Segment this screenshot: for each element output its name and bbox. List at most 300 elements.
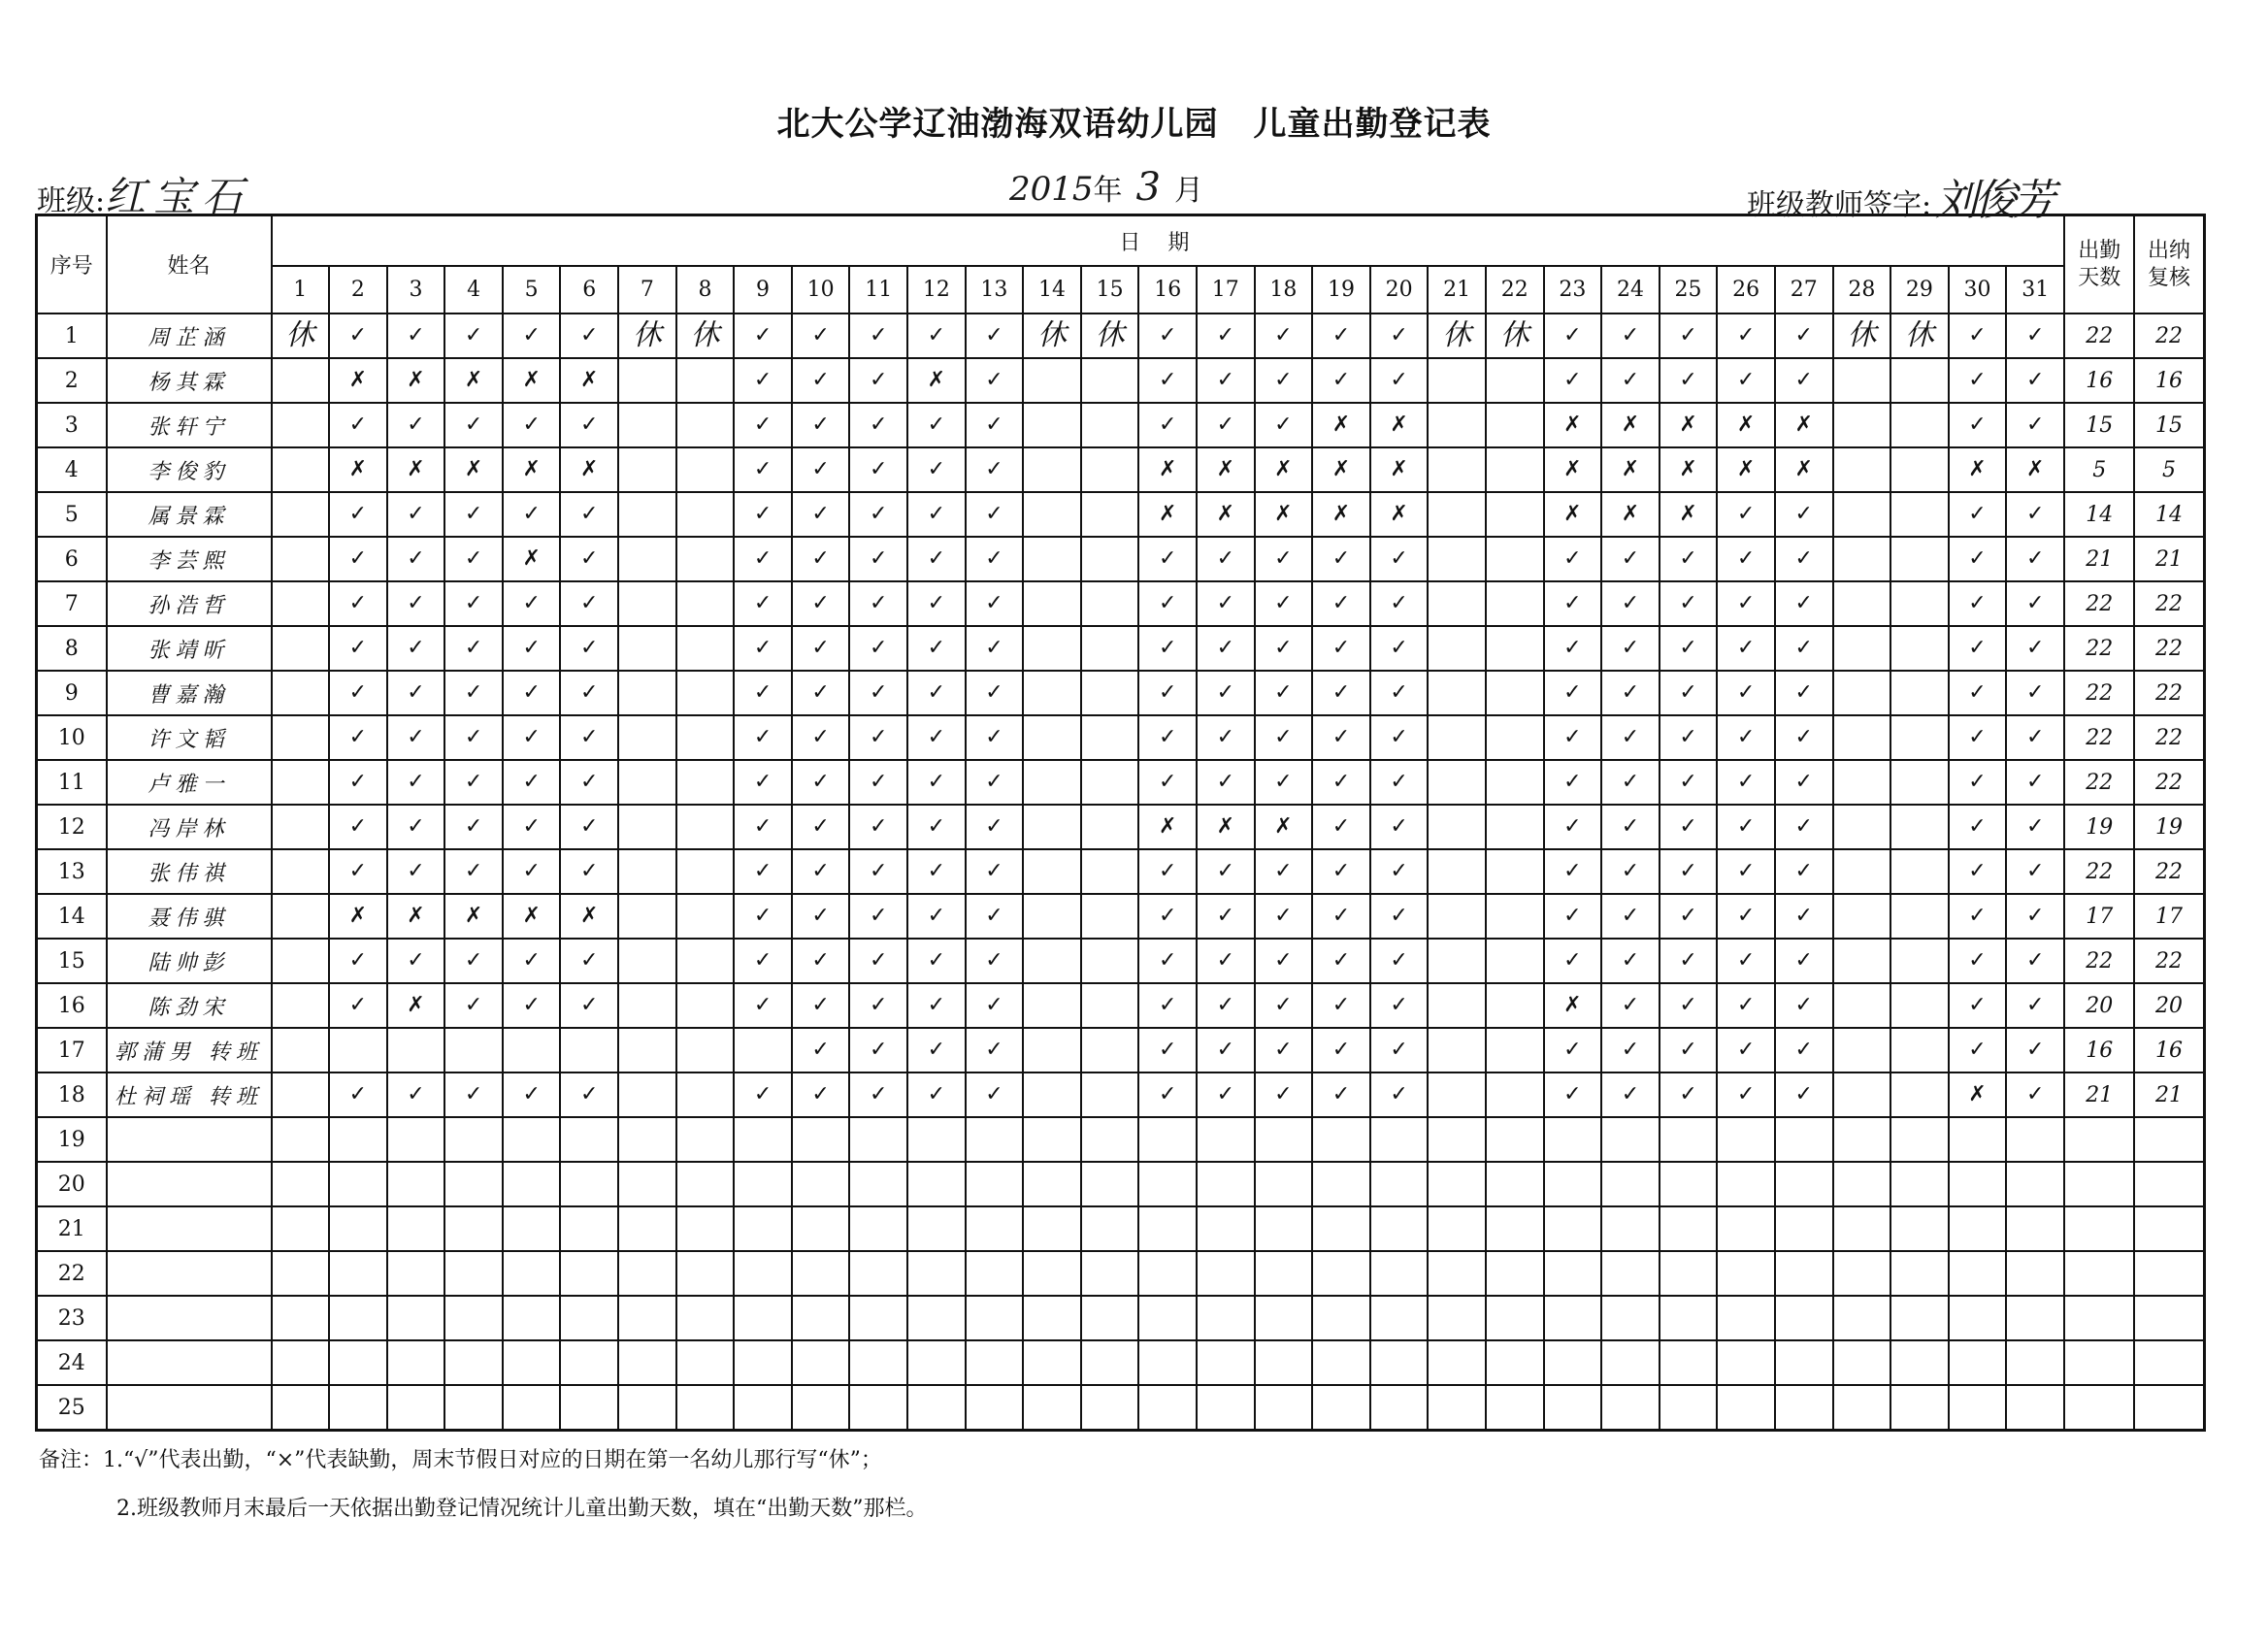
- attendance-cell: ✓: [1601, 537, 1660, 581]
- attendance-cell: [1486, 537, 1544, 581]
- attendance-cell: ✓: [2006, 358, 2064, 403]
- day-number: 23: [1544, 266, 1602, 314]
- attendance-cell: [1312, 1206, 1370, 1251]
- table-row: [37, 537, 2205, 581]
- attendance-cell: ✓: [1949, 1028, 2007, 1072]
- review-days: 14: [2134, 492, 2204, 537]
- attendance-cell: [849, 1162, 907, 1206]
- attendance-cell: [1544, 1117, 1602, 1162]
- attendance-cell: ✓: [1255, 894, 1313, 939]
- attendance-cell: ✓: [444, 537, 503, 581]
- attendance-cell: [1428, 1072, 1486, 1117]
- attendance-cell: [444, 1117, 503, 1162]
- attendance-cell: [387, 1206, 445, 1251]
- attendance-cell: ✓: [560, 939, 618, 983]
- attendance-cell: ✓: [966, 537, 1024, 581]
- attendance-cell: 休: [1428, 314, 1486, 358]
- day-number: 16: [1138, 266, 1197, 314]
- attendance-cell: [1660, 1162, 1718, 1206]
- attendance-cell: ✓: [1601, 626, 1660, 671]
- review-header: [2134, 215, 2204, 314]
- attendance-cell: ✓: [1255, 314, 1313, 358]
- attendance-cell: [272, 983, 330, 1028]
- attendance-cell: ✗: [503, 537, 561, 581]
- attendance-cell: ✓: [734, 581, 792, 626]
- attendance-cell: ✓: [792, 581, 850, 626]
- attendance-cell: [1023, 894, 1081, 939]
- total-days: 22: [2064, 715, 2134, 760]
- child-name: 属景霖: [107, 492, 272, 537]
- attendance-cell: [1428, 447, 1486, 492]
- attendance-cell: [1081, 1340, 1139, 1385]
- day-number: 20: [1370, 266, 1429, 314]
- review-days: 19: [2134, 805, 2204, 849]
- table-row: [37, 492, 2205, 537]
- attendance-cell: ✓: [1601, 760, 1660, 805]
- attendance-cell: [2006, 1162, 2064, 1206]
- attendance-cell: ✓: [734, 983, 792, 1028]
- day-number: 3: [387, 266, 445, 314]
- note-2: 2.班级教师月末最后一天依据出勤登记情况统计儿童出勤天数，填在“出勤天数”那栏。: [116, 1497, 928, 1521]
- attendance-cell: [1370, 1385, 1429, 1431]
- attendance-cell: [676, 626, 735, 671]
- attendance-cell: ✓: [1660, 1028, 1718, 1072]
- attendance-cell: ✓: [503, 715, 561, 760]
- attendance-cell: [1081, 805, 1139, 849]
- row-index: 5: [37, 492, 107, 537]
- attendance-cell: [966, 1251, 1024, 1296]
- attendance-cell: [676, 537, 735, 581]
- attendance-cell: ✓: [2006, 1072, 2064, 1117]
- attendance-cell: [618, 1206, 676, 1251]
- kindergarten-name: 北大公学辽油渤海双语幼儿园: [776, 105, 1219, 144]
- row-index: 18: [37, 1072, 107, 1117]
- attendance-cell: [1428, 1385, 1486, 1431]
- attendance-cell: ✓: [792, 314, 850, 358]
- attendance-cell: ✓: [1775, 492, 1833, 537]
- attendance-cell: [618, 1117, 676, 1162]
- attendance-cell: ✗: [1601, 403, 1660, 447]
- attendance-cell: [676, 894, 735, 939]
- attendance-cell: ✓: [1601, 358, 1660, 403]
- attendance-cell: ✓: [1717, 805, 1775, 849]
- attendance-cell: [1486, 1206, 1544, 1251]
- attendance-cell: [1428, 1117, 1486, 1162]
- attendance-cell: ✓: [1138, 894, 1197, 939]
- attendance-cell: ✓: [1660, 805, 1718, 849]
- attendance-cell: ✓: [444, 492, 503, 537]
- attendance-cell: ✗: [1138, 492, 1197, 537]
- attendance-cell: [1775, 1385, 1833, 1431]
- attendance-cell: [503, 1028, 561, 1072]
- attendance-cell: 休: [1890, 314, 1949, 358]
- attendance-cell: ✓: [387, 403, 445, 447]
- attendance-cell: [1138, 1206, 1197, 1251]
- table-row: [37, 1340, 2205, 1385]
- attendance-cell: ✓: [1949, 671, 2007, 715]
- attendance-cell: [1890, 1206, 1949, 1251]
- attendance-cell: ✓: [1949, 894, 2007, 939]
- attendance-cell: ✓: [907, 314, 966, 358]
- attendance-cell: [907, 1206, 966, 1251]
- attendance-cell: [1544, 1296, 1602, 1340]
- attendance-cell: ✓: [734, 447, 792, 492]
- attendance-cell: ✓: [1138, 581, 1197, 626]
- attendance-cell: ✓: [1312, 537, 1370, 581]
- attendance-cell: ✓: [1138, 760, 1197, 805]
- attendance-cell: [618, 760, 676, 805]
- attendance-cell: ✓: [1312, 314, 1370, 358]
- table-row: [37, 581, 2205, 626]
- attendance-cell: ✓: [329, 983, 387, 1028]
- attendance-cell: ✓: [734, 626, 792, 671]
- attendance-cell: ✓: [792, 894, 850, 939]
- attendance-cell: [1428, 671, 1486, 715]
- attendance-cell: ✓: [560, 983, 618, 1028]
- attendance-cell: [1833, 760, 1891, 805]
- attendance-cell: ✓: [966, 447, 1024, 492]
- child-name: [107, 1117, 272, 1162]
- attendance-cell: [1890, 983, 1949, 1028]
- review-days: [2134, 1162, 2204, 1206]
- attendance-cell: ✓: [387, 715, 445, 760]
- attendance-cell: [1023, 939, 1081, 983]
- attendance-cell: [1255, 1340, 1313, 1385]
- attendance-cell: ✓: [792, 760, 850, 805]
- attendance-cell: ✓: [792, 358, 850, 403]
- attendance-cell: [676, 671, 735, 715]
- attendance-cell: ✓: [2006, 939, 2064, 983]
- attendance-cell: 休: [1081, 314, 1139, 358]
- row-index: 2: [37, 358, 107, 403]
- attendance-cell: ✗: [387, 447, 445, 492]
- attendance-cell: ✓: [1370, 581, 1429, 626]
- name-header: 姓名: [107, 215, 272, 314]
- attendance-cell: ✗: [1370, 492, 1429, 537]
- attendance-cell: [1833, 983, 1891, 1028]
- attendance-cell: [966, 1296, 1024, 1340]
- total-days: 22: [2064, 626, 2134, 671]
- attendance-cell: ✓: [1660, 581, 1718, 626]
- attendance-cell: ✓: [907, 492, 966, 537]
- attendance-cell: ✗: [1544, 983, 1602, 1028]
- attendance-cell: ✓: [329, 849, 387, 894]
- attendance-cell: [1601, 1251, 1660, 1296]
- attendance-cell: ✓: [1312, 1028, 1370, 1072]
- attendance-cell: [1428, 939, 1486, 983]
- attendance-cell: ✓: [1660, 939, 1718, 983]
- attendance-cell: ✓: [387, 537, 445, 581]
- attendance-cell: ✓: [1949, 492, 2007, 537]
- attendance-cell: ✓: [560, 671, 618, 715]
- attendance-cell: [676, 805, 735, 849]
- attendance-cell: [444, 1385, 503, 1431]
- total-days: [2064, 1117, 2134, 1162]
- attendance-cell: ✓: [1138, 403, 1197, 447]
- total-days: 22: [2064, 760, 2134, 805]
- attendance-cell: [618, 1385, 676, 1431]
- attendance-cell: [1486, 1117, 1544, 1162]
- attendance-cell: [272, 492, 330, 537]
- attendance-cell: ✗: [1197, 447, 1255, 492]
- attendance-cell: [1949, 1117, 2007, 1162]
- attendance-cell: ✗: [503, 894, 561, 939]
- attendance-cell: [1486, 1028, 1544, 1072]
- attendance-cell: ✓: [1717, 760, 1775, 805]
- attendance-cell: ✓: [1255, 849, 1313, 894]
- attendance-cell: [1197, 1162, 1255, 1206]
- attendance-cell: [1890, 805, 1949, 849]
- attendance-cell: ✓: [849, 403, 907, 447]
- attendance-cell: ✓: [849, 492, 907, 537]
- attendance-cell: [618, 1340, 676, 1385]
- day-number: 4: [444, 266, 503, 314]
- review-days: 5: [2134, 447, 2204, 492]
- attendance-cell: [1660, 1251, 1718, 1296]
- attendance-cell: [618, 492, 676, 537]
- attendance-cell: ✓: [1949, 537, 2007, 581]
- attendance-cell: ✓: [1775, 626, 1833, 671]
- attendance-cell: ✓: [1717, 939, 1775, 983]
- attendance-cell: ✓: [2006, 760, 2064, 805]
- attendance-cell: ✓: [560, 805, 618, 849]
- attendance-cell: [1197, 1340, 1255, 1385]
- day-number: 26: [1717, 266, 1775, 314]
- review-days: [2134, 1206, 2204, 1251]
- attendance-cell: [1197, 1206, 1255, 1251]
- attendance-cell: ✓: [387, 492, 445, 537]
- attendance-cell: ✓: [387, 939, 445, 983]
- attendance-cell: [1833, 849, 1891, 894]
- attendance-cell: ✓: [1717, 715, 1775, 760]
- attendance-cell: ✓: [1197, 314, 1255, 358]
- attendance-cell: [1023, 983, 1081, 1028]
- attendance-cell: ✓: [1660, 760, 1718, 805]
- attendance-cell: ✓: [1544, 358, 1602, 403]
- attendance-cell: ✓: [1197, 671, 1255, 715]
- day-number: 21: [1428, 266, 1486, 314]
- attendance-cell: [1023, 1206, 1081, 1251]
- attendance-cell: ✗: [1197, 805, 1255, 849]
- attendance-cell: ✓: [329, 492, 387, 537]
- attendance-cell: [1138, 1117, 1197, 1162]
- attendance-cell: [1081, 983, 1139, 1028]
- attendance-cell: ✓: [1255, 626, 1313, 671]
- attendance-cell: [444, 1340, 503, 1385]
- attendance-cell: [1081, 492, 1139, 537]
- attendance-cell: ✓: [849, 715, 907, 760]
- attendance-cell: ✓: [1601, 939, 1660, 983]
- table-row: [37, 1385, 2205, 1431]
- attendance-cell: [849, 1385, 907, 1431]
- attendance-cell: ✓: [1949, 581, 2007, 626]
- total-days: 22: [2064, 849, 2134, 894]
- attendance-cell: [329, 1296, 387, 1340]
- attendance-cell: ✓: [792, 805, 850, 849]
- attendance-cell: ✓: [1544, 849, 1602, 894]
- attendance-cell: [966, 1340, 1024, 1385]
- attendance-cell: ✓: [1255, 715, 1313, 760]
- attendance-cell: [676, 760, 735, 805]
- attendance-cell: [1833, 581, 1891, 626]
- attendance-cell: ✓: [329, 626, 387, 671]
- attendance-cell: [1890, 1117, 1949, 1162]
- attendance-cell: [1486, 492, 1544, 537]
- attendance-cell: ✗: [1312, 492, 1370, 537]
- attendance-cell: [560, 1117, 618, 1162]
- attendance-cell: ✓: [2006, 715, 2064, 760]
- table-row: [37, 715, 2205, 760]
- row-index: 24: [37, 1340, 107, 1385]
- child-name: 冯岸林: [107, 805, 272, 849]
- attendance-cell: [1890, 626, 1949, 671]
- attendance-cell: [849, 1340, 907, 1385]
- attendance-cell: [1949, 1385, 2007, 1431]
- row-index: 17: [37, 1028, 107, 1072]
- attendance-cell: [1890, 492, 1949, 537]
- attendance-cell: [734, 1028, 792, 1072]
- child-name: 陆帅彭: [107, 939, 272, 983]
- attendance-cell: [1833, 403, 1891, 447]
- period-field: [1009, 165, 1203, 210]
- attendance-cell: ✓: [907, 1028, 966, 1072]
- attendance-cell: ✓: [444, 314, 503, 358]
- attendance-cell: ✓: [1370, 1072, 1429, 1117]
- attendance-cell: [907, 1162, 966, 1206]
- day-number: 12: [907, 266, 966, 314]
- attendance-cell: ✓: [966, 1028, 1024, 1072]
- attendance-cell: ✓: [1370, 760, 1429, 805]
- child-name: 杜祠瑶 转班: [107, 1072, 272, 1117]
- notes: [39, 1436, 928, 1534]
- attendance-cell: ✓: [1138, 626, 1197, 671]
- attendance-cell: [1890, 1072, 1949, 1117]
- attendance-cell: ✓: [1544, 715, 1602, 760]
- attendance-cell: [2006, 1117, 2064, 1162]
- attendance-cell: [734, 1206, 792, 1251]
- attendance-cell: [1833, 1028, 1891, 1072]
- attendance-cell: [1428, 805, 1486, 849]
- attendance-cell: [272, 358, 330, 403]
- attendance-cell: 休: [1023, 314, 1081, 358]
- table-row: [37, 671, 2205, 715]
- attendance-cell: [272, 1340, 330, 1385]
- attendance-cell: ✓: [907, 939, 966, 983]
- attendance-cell: [1949, 1251, 2007, 1296]
- attendance-cell: ✓: [1370, 358, 1429, 403]
- attendance-cell: ✓: [1544, 760, 1602, 805]
- attendance-cell: [1833, 1162, 1891, 1206]
- attendance-cell: [1775, 1117, 1833, 1162]
- attendance-cell: ✗: [1660, 403, 1718, 447]
- attendance-cell: [618, 715, 676, 760]
- attendance-cell: [734, 1340, 792, 1385]
- child-name: 李俊豹: [107, 447, 272, 492]
- attendance-cell: [676, 581, 735, 626]
- total-days-header-text: 出勤天数: [2078, 238, 2121, 290]
- attendance-cell: ✓: [792, 849, 850, 894]
- attendance-cell: ✓: [849, 537, 907, 581]
- day-number: 1: [272, 266, 330, 314]
- attendance-cell: ✓: [560, 760, 618, 805]
- attendance-cell: ✓: [849, 1072, 907, 1117]
- day-number: 17: [1197, 266, 1255, 314]
- attendance-cell: [1833, 447, 1891, 492]
- total-days: 22: [2064, 581, 2134, 626]
- attendance-cell: ✓: [1601, 849, 1660, 894]
- attendance-cell: [1660, 1117, 1718, 1162]
- attendance-cell: ✗: [907, 358, 966, 403]
- attendance-cell: ✓: [444, 983, 503, 1028]
- attendance-cell: [1081, 581, 1139, 626]
- attendance-cell: [676, 1340, 735, 1385]
- attendance-cell: ✓: [1660, 626, 1718, 671]
- attendance-cell: ✓: [503, 849, 561, 894]
- day-number: 7: [618, 266, 676, 314]
- attendance-cell: ✓: [329, 715, 387, 760]
- attendance-cell: [1890, 1028, 1949, 1072]
- table-row: [37, 626, 2205, 671]
- attendance-cell: [1486, 1072, 1544, 1117]
- attendance-cell: ✓: [1601, 805, 1660, 849]
- attendance-cell: [272, 1117, 330, 1162]
- attendance-cell: [1428, 537, 1486, 581]
- attendance-cell: ✓: [907, 983, 966, 1028]
- attendance-cell: [1890, 939, 1949, 983]
- attendance-cell: ✓: [907, 447, 966, 492]
- attendance-cell: [1717, 1251, 1775, 1296]
- date-header: 日期: [272, 215, 2065, 267]
- review-days: [2134, 1251, 2204, 1296]
- attendance-cell: ✓: [1138, 1072, 1197, 1117]
- attendance-cell: [1486, 849, 1544, 894]
- attendance-cell: ✓: [734, 760, 792, 805]
- attendance-cell: ✓: [1312, 983, 1370, 1028]
- attendance-cell: [1486, 715, 1544, 760]
- attendance-cell: [1428, 1206, 1486, 1251]
- attendance-cell: [272, 939, 330, 983]
- attendance-cell: [1486, 1296, 1544, 1340]
- row-index: 19: [37, 1117, 107, 1162]
- attendance-cell: [1890, 358, 1949, 403]
- day-number-row: [37, 266, 2205, 314]
- total-days: 17: [2064, 894, 2134, 939]
- day-number: 13: [966, 266, 1024, 314]
- child-name: 许文韬: [107, 715, 272, 760]
- attendance-cell: ✓: [1717, 671, 1775, 715]
- attendance-cell: ✓: [1660, 894, 1718, 939]
- attendance-cell: [1775, 1296, 1833, 1340]
- attendance-cell: [1775, 1340, 1833, 1385]
- attendance-cell: ✓: [1775, 715, 1833, 760]
- total-days: 5: [2064, 447, 2134, 492]
- attendance-cell: [1601, 1162, 1660, 1206]
- day-number: 15: [1081, 266, 1139, 314]
- attendance-cell: ✓: [792, 537, 850, 581]
- attendance-cell: [1023, 1162, 1081, 1206]
- attendance-cell: [1081, 447, 1139, 492]
- year-value: 2015: [1009, 170, 1094, 209]
- review-days: 15: [2134, 403, 2204, 447]
- attendance-cell: [734, 1162, 792, 1206]
- attendance-cell: ✓: [1660, 314, 1718, 358]
- attendance-cell: [676, 403, 735, 447]
- attendance-cell: ✓: [560, 1072, 618, 1117]
- attendance-cell: ✗: [1949, 447, 2007, 492]
- year-unit: 年: [1093, 174, 1123, 208]
- attendance-cell: [1833, 805, 1891, 849]
- attendance-cell: [329, 1117, 387, 1162]
